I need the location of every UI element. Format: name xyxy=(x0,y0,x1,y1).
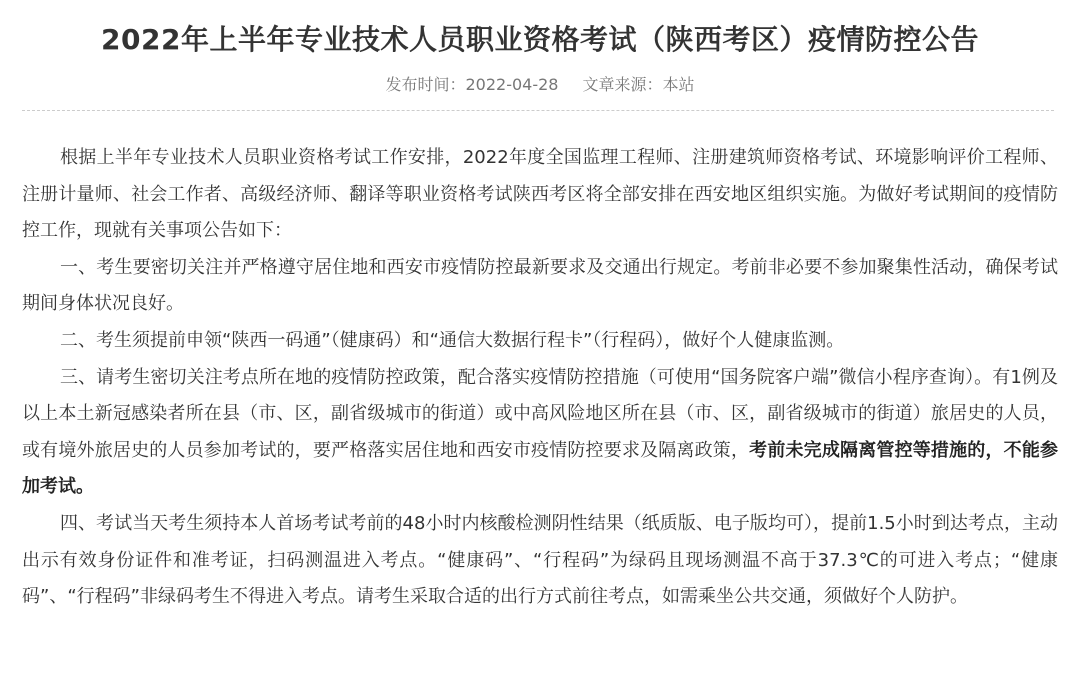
source-label: 文章来源： xyxy=(582,75,663,94)
bold-notice: 考前未完成隔离管控等措施的，不能参加考试。 xyxy=(22,439,1058,498)
publish-time-label: 发布时间： xyxy=(385,75,466,94)
paragraph-intro: 根据上半年专业技术人员职业资格考试工作安排，2022年度全国监理工程师、注册建筑师资格考试、环境影响评价工程师、注册计量师、社会工作者、高级经济师、翻译等职业资格考试陕西考区将全部安排在西安地区组织实施。为做好考试期间的疫情防控工作，现就有关事项公告如下： xyxy=(22,147,1058,242)
paragraph-item-2: 二、考生须提前申领“陕西一码通”（健康码）和“通信大数据行程卡”（行程码），做好个人健康监测。 xyxy=(60,329,845,351)
paragraph-item-4: 四、考试当天考生须持本人首场考试考前的48小时内核酸检测阴性结果（纸质版、电子版均可），提前1.5小时到达考点，主动出示有效身份证件和准考证，扫码测温进入考点。“健康码”、“行程码”为绿码且现场测温不高于37.3℃的可进入考点；“健康码”、“行程码”非绿码考生不得进入考点。请考生采取合适的出行方式前往考点，如需乘坐公共交通，须做好个人防护。 xyxy=(22,512,1058,608)
divider xyxy=(22,110,1054,111)
article-meta xyxy=(0,72,1080,95)
page-title: 2022年上半年专业技术人员职业资格考试（陕西考区）疫情防控公告 xyxy=(101,23,979,56)
paragraph-item-3: 三、请考生密切关注考点所在地的疫情防控政策，配合落实疫情防控措施（可使用“国务院客户端”微信小程序查询）。有1例及以上本土新冠感染者所在县（市、区，副省级城市的街道）或中高风险地区所在县（市、区，副省级城市的街道）旅居史的人员，或有境外旅居史的人员参加考试的，要严格落实居住地和西安市疫情防控要求及隔离政策，考前未完成隔离管控等措施的，不能参加考试。 xyxy=(22,366,1058,498)
source-value: 本站 xyxy=(662,75,695,94)
paragraph-item-1: 一、考生要密切关注并严格遵守居住地和西安市疫情防控最新要求及交通出行规定。考前非必要不参加聚集性活动，确保考试期间身体状况良好。 xyxy=(22,256,1058,315)
article-body xyxy=(22,140,1058,616)
publish-date: 2022-04-28 xyxy=(465,75,559,94)
